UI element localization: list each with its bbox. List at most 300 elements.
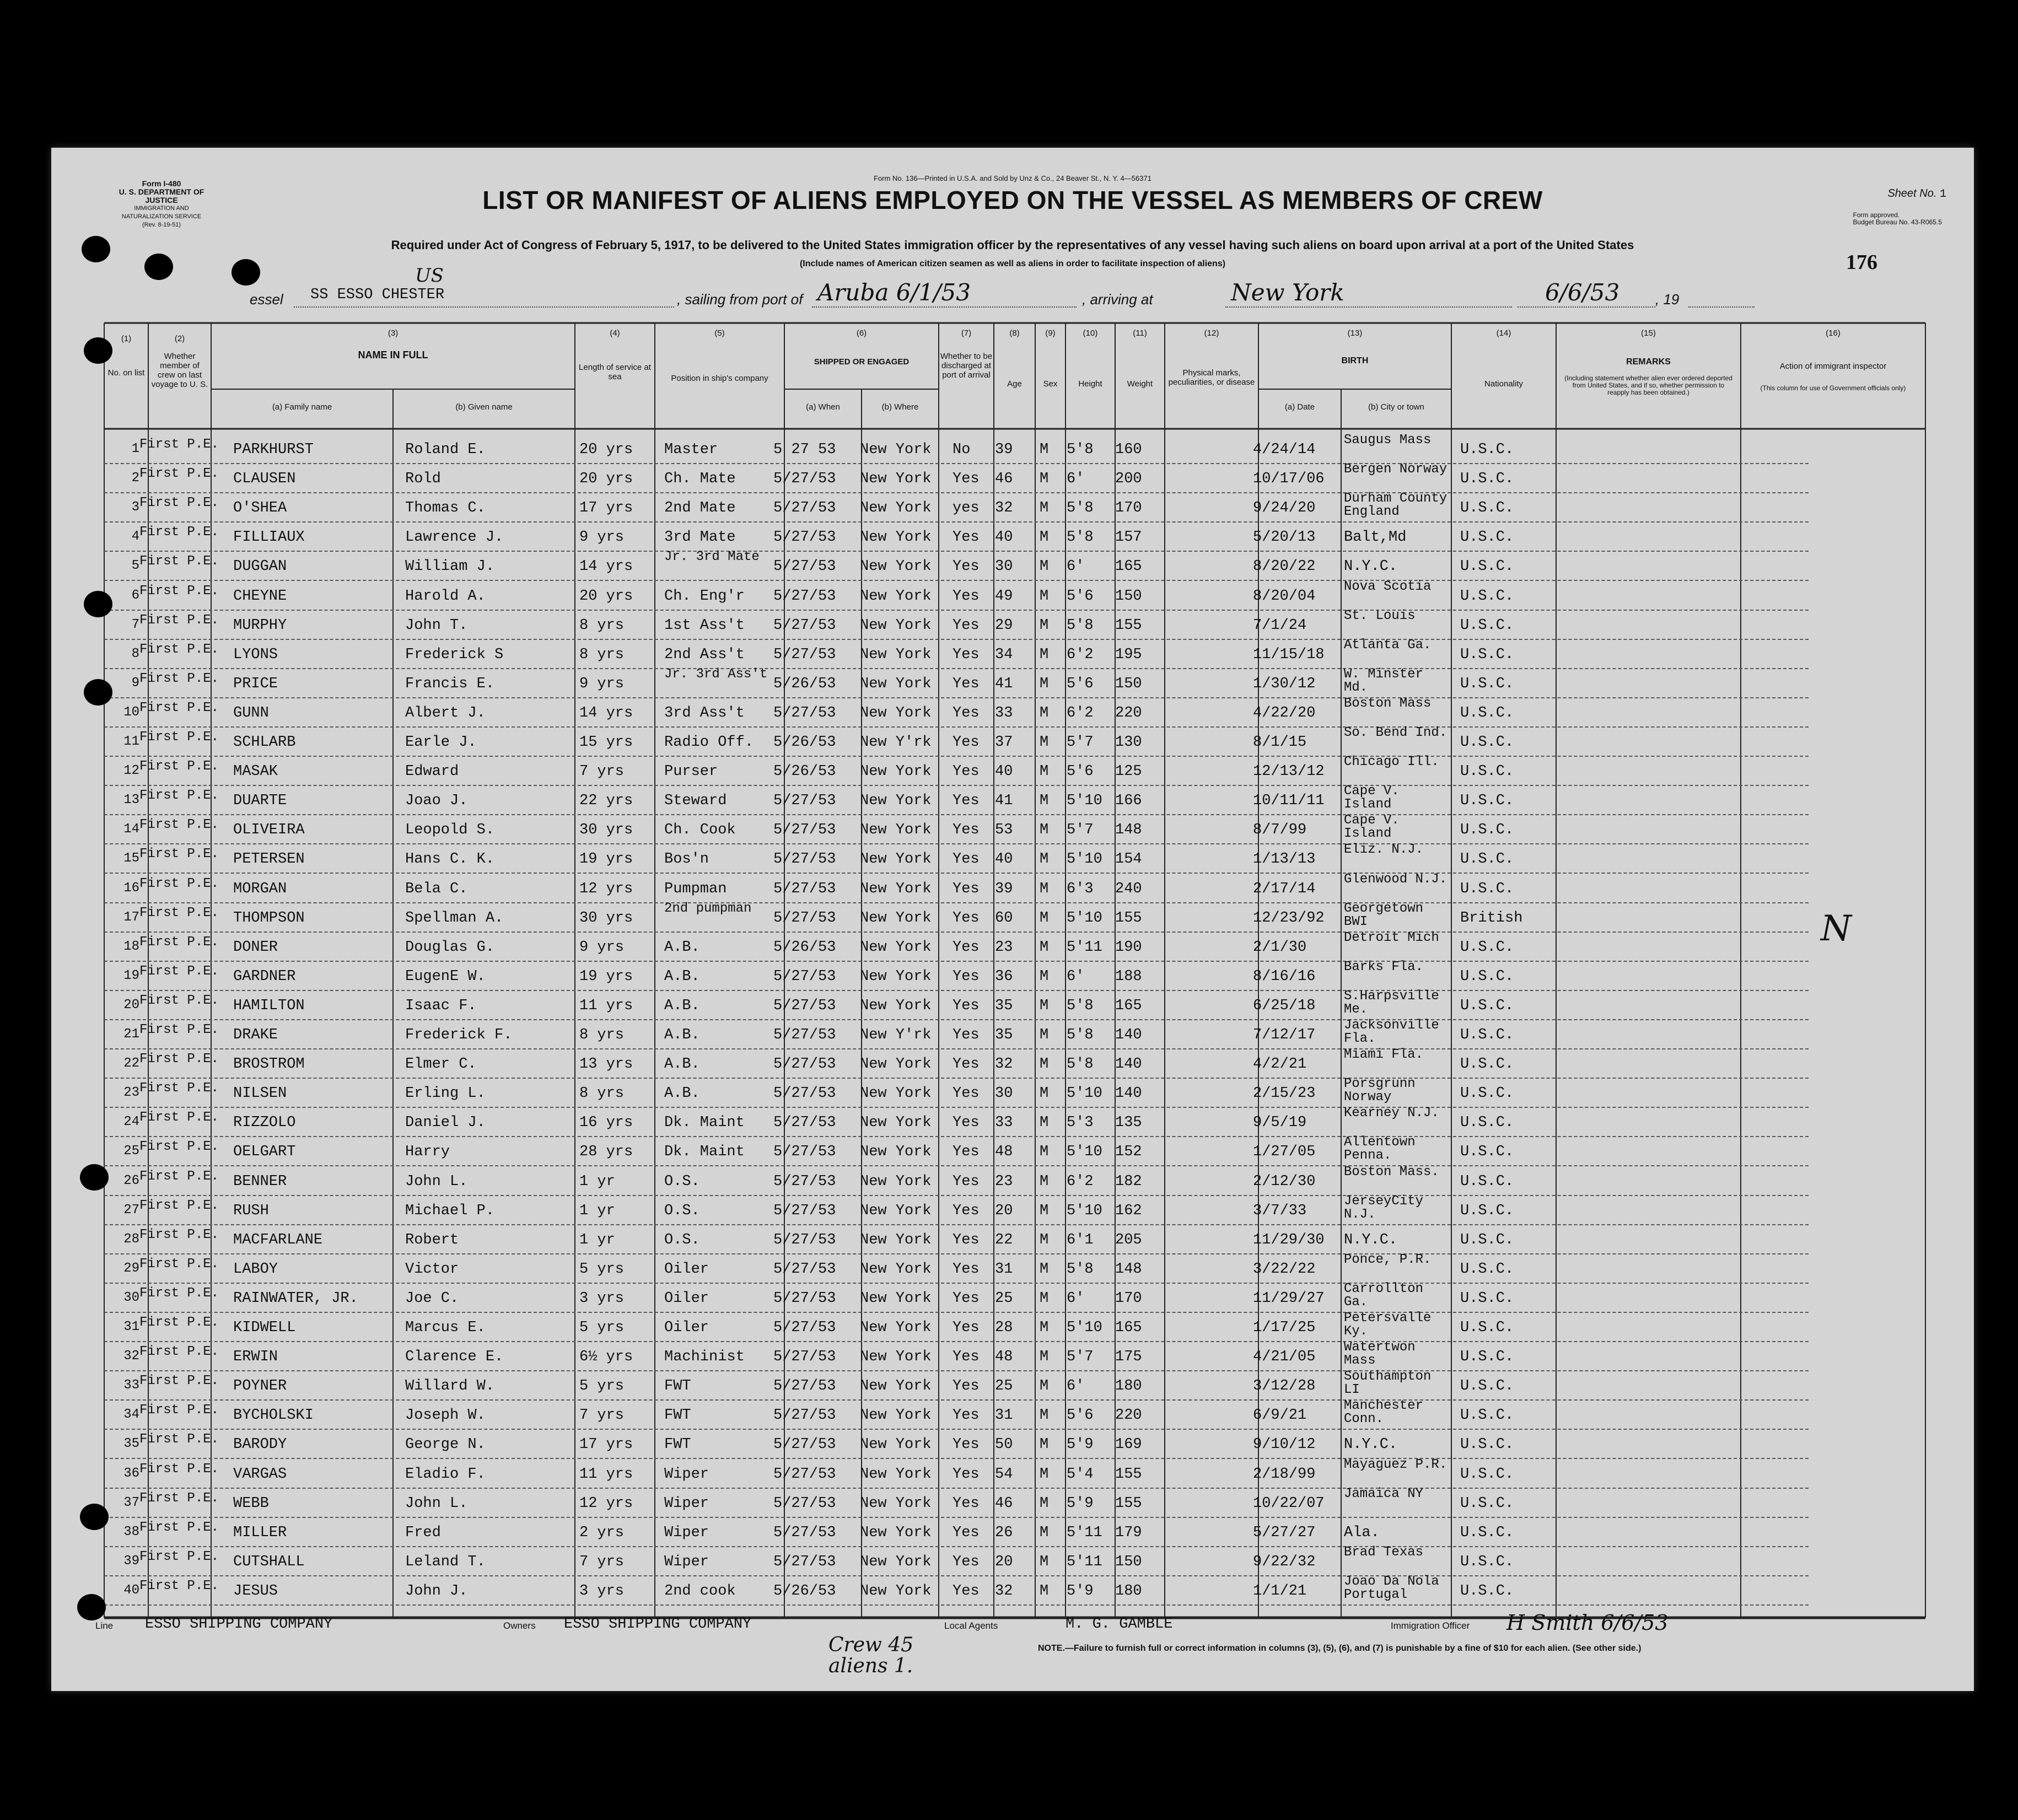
- punch-hole: [232, 259, 260, 286]
- crew-height: 5'10: [1067, 1320, 1102, 1336]
- crew-weight: 180: [1115, 1582, 1142, 1600]
- crew-service-length: 11 yrs: [579, 1466, 633, 1483]
- crew-birth-city: Glenwood N.J.: [1344, 871, 1447, 887]
- crew-position: 2nd pumpman: [664, 901, 752, 916]
- crew-given-name: Leland T.: [405, 1553, 486, 1570]
- crew-position: Purser: [664, 763, 718, 780]
- crew-birth-city: Ponce, P.R.: [1344, 1252, 1432, 1267]
- crew-position: A.B.: [664, 1056, 700, 1073]
- crew-family-name: ERWIN: [233, 1349, 278, 1366]
- crew-discharged: Yes: [953, 1378, 980, 1395]
- crew-birth-date: 5/20/13: [1253, 529, 1316, 546]
- crew-row: [51, 666, 1974, 701]
- crew-weight: 188: [1115, 968, 1142, 985]
- crew-given-name: Daniel J.: [405, 1114, 486, 1132]
- crew-discharged: No: [953, 441, 971, 458]
- row-separator: [104, 1224, 1809, 1225]
- crew-previous-voyage: First P.E.: [139, 759, 219, 774]
- crew-given-name: Joao J.: [405, 793, 468, 810]
- stamp-number: 176: [1846, 251, 1877, 274]
- approval-line-1: Form approved.: [1853, 211, 1900, 219]
- crew-birth-city: Petersvalle Ky.: [1344, 1311, 1432, 1339]
- crew-previous-voyage: First P.E.: [139, 1227, 219, 1242]
- crew-family-name: RIZZOLO: [233, 1114, 296, 1132]
- crew-shipped-when: 5/27/53: [773, 646, 836, 663]
- crew-sex: M: [1040, 1144, 1049, 1161]
- crew-service-length: 20 yrs: [579, 588, 633, 605]
- crew-weight: 157: [1115, 529, 1142, 546]
- crew-given-name: Thomas C.: [405, 500, 486, 517]
- crew-age: 20: [995, 1202, 1013, 1219]
- crew-discharged: Yes: [953, 1436, 980, 1453]
- crew-family-name: MASAK: [233, 763, 278, 780]
- crew-nationality: U.S.C.: [1460, 1114, 1514, 1132]
- crew-birth-date: 10/17/06: [1253, 471, 1325, 488]
- crew-height: 5'7: [1067, 734, 1094, 751]
- crew-shipped-when: 5/27/53: [773, 997, 836, 1014]
- crew-age: 30: [995, 558, 1013, 575]
- crew-service-length: 2 yrs: [579, 1524, 625, 1541]
- row-separator: [104, 726, 1809, 728]
- crew-birth-city: Mayaguez P.R.: [1344, 1457, 1447, 1472]
- crew-height: 6'2: [1067, 1173, 1094, 1190]
- crew-shipped-when: 5/27/53: [773, 1144, 836, 1161]
- crew-age: 49: [995, 588, 1013, 605]
- crew-birth-city: Atlanta Ga.: [1344, 637, 1432, 653]
- crew-discharged: Yes: [953, 617, 980, 634]
- crew-shipped-where: New York: [860, 529, 932, 546]
- crew-age: 41: [995, 675, 1013, 692]
- crew-previous-voyage: First P.E.: [139, 1256, 219, 1272]
- crew-family-name: GARDNER: [233, 968, 296, 985]
- sailing-label: , sailing from port of: [677, 291, 803, 308]
- crew-age: 32: [995, 1056, 1013, 1073]
- crew-shipped-where: New York: [860, 939, 932, 956]
- row-separator: [104, 639, 1809, 640]
- header-remarks: REMARKS: [1626, 357, 1671, 367]
- crew-shipped-where: New York: [860, 1495, 932, 1512]
- crew-position: A.B.: [664, 1027, 700, 1043]
- crew-height: 5'3: [1067, 1114, 1094, 1132]
- crew-row: [51, 462, 1974, 496]
- crew-age: 37: [995, 734, 1013, 751]
- crew-discharged: Yes: [953, 1114, 980, 1132]
- header-where: (b) Where: [881, 402, 919, 412]
- crew-shipped-when: 5/27/53: [773, 1114, 836, 1132]
- col-3-number: (3): [388, 329, 399, 338]
- crew-discharged: Yes: [953, 1290, 980, 1307]
- crew-weight: 205: [1115, 1231, 1142, 1248]
- col-11-number: (11): [1133, 329, 1147, 338]
- crew-number: 6: [131, 588, 139, 603]
- row-separator: [104, 814, 1809, 815]
- crew-birth-date: 1/17/25: [1253, 1320, 1316, 1336]
- crew-nationality: U.S.C.: [1460, 734, 1514, 751]
- crew-sex: M: [1040, 704, 1049, 721]
- crew-height: 5'10: [1067, 909, 1102, 927]
- crew-birth-city: Manchester Conn.: [1344, 1398, 1424, 1427]
- crew-service-length: 17 yrs: [579, 1436, 633, 1453]
- crew-family-name: SCHLARB: [233, 734, 296, 751]
- crew-shipped-where: New York: [860, 471, 932, 488]
- crew-shipped-when: 5/26/53: [773, 763, 836, 780]
- crew-previous-voyage: First P.E.: [139, 1520, 219, 1535]
- crew-number: 5: [131, 558, 139, 574]
- crew-service-length: 3 yrs: [579, 1290, 625, 1307]
- footer-note: NOTE.—Failure to furnish full or correct information in columns (3), (5), (6), and (7) is punishable by a fine of $10 for each alien. (See other side.): [1038, 1644, 1642, 1653]
- crew-row: [51, 1432, 1974, 1461]
- crew-nationality: U.S.C.: [1460, 704, 1514, 721]
- crew-previous-voyage: First P.E.: [139, 642, 219, 657]
- row-separator: [104, 1165, 1809, 1166]
- crew-height: 5'6: [1067, 1407, 1094, 1424]
- crew-nationality: U.S.C.: [1460, 675, 1514, 692]
- crew-height: 6': [1067, 1290, 1085, 1307]
- crew-birth-date: 4/22/20: [1253, 704, 1316, 721]
- header-whether-member: Whether member of crew on last voyage to U. S.: [151, 352, 208, 389]
- crew-service-length: 12 yrs: [579, 880, 633, 897]
- crew-position: Wiper: [664, 1524, 709, 1541]
- crew-age: 46: [995, 1495, 1013, 1512]
- crew-height: 5'8: [1067, 1261, 1094, 1278]
- crew-family-name: MURPHY: [233, 617, 287, 634]
- crew-sex: M: [1040, 997, 1049, 1014]
- crew-row: [51, 1457, 1974, 1491]
- crew-shipped-where: New York: [860, 1085, 932, 1102]
- col-10-number: (10): [1083, 329, 1098, 338]
- sailing-port: Aruba 6/1/53: [817, 279, 971, 306]
- crew-number: 18: [123, 939, 139, 954]
- col-8-number: (8): [1009, 329, 1020, 338]
- crew-previous-voyage: First P.E.: [139, 1374, 219, 1389]
- officer-value: H Smith 6/6/53: [1506, 1611, 1669, 1635]
- crew-previous-voyage: First P.E.: [139, 466, 219, 482]
- crew-given-name: John T.: [405, 617, 468, 634]
- crew-nationality: U.S.C.: [1460, 997, 1514, 1014]
- crew-weight: 190: [1115, 939, 1142, 956]
- crew-given-name: Joseph W.: [405, 1407, 486, 1424]
- crew-family-name: DUARTE: [233, 793, 287, 810]
- crew-height: 6': [1067, 1378, 1085, 1395]
- crew-previous-voyage: First P.E.: [139, 934, 219, 950]
- crew-age: 60: [995, 909, 1013, 927]
- crew-height: 6'1: [1067, 1231, 1094, 1248]
- crew-height: 5'6: [1067, 763, 1094, 780]
- crew-position: Ch. Eng'r: [664, 588, 745, 605]
- crew-sex: M: [1040, 1290, 1049, 1307]
- row-separator: [104, 931, 1809, 933]
- crew-discharged: Yes: [953, 1231, 980, 1248]
- crew-weight: 220: [1115, 1407, 1142, 1424]
- crew-shipped-when: 5/27/53: [773, 880, 836, 897]
- col-1-number: (1): [121, 334, 132, 343]
- crew-row: [51, 1106, 1974, 1139]
- row-separator: [104, 1048, 1809, 1049]
- crew-family-name: DUGGAN: [233, 558, 287, 575]
- crew-age: 23: [995, 1173, 1013, 1190]
- crew-number: 34: [123, 1407, 139, 1423]
- crew-height: 5'8: [1067, 500, 1094, 517]
- punch-hole: [84, 337, 112, 364]
- row-separator: [104, 610, 1809, 611]
- crew-shipped-when: 5/27/53: [773, 1407, 836, 1424]
- crew-shipped-where: New York: [860, 1320, 932, 1336]
- crew-family-name: RAINWATER, JR.: [233, 1290, 358, 1307]
- crew-service-length: 1 yr: [579, 1202, 615, 1219]
- service-name: IMMIGRATION AND NATURALIZATION SERVICE: [121, 205, 202, 220]
- col-9-number: (9): [1045, 329, 1056, 338]
- row-separator: [104, 785, 1809, 786]
- crew-birth-date: 8/16/16: [1253, 968, 1316, 985]
- crew-sex: M: [1040, 1378, 1049, 1395]
- crew-age: 40: [995, 851, 1013, 868]
- crew-previous-voyage: First P.E.: [139, 905, 219, 920]
- crew-nationality: U.S.C.: [1460, 763, 1514, 780]
- crew-height: 5'10: [1067, 793, 1102, 810]
- crew-weight: 155: [1115, 1466, 1142, 1483]
- crew-sex: M: [1040, 1173, 1049, 1190]
- crew-position: 2nd Ass't: [664, 646, 745, 663]
- arriving-port: New York: [1231, 279, 1344, 306]
- crew-shipped-where: New York: [860, 1261, 932, 1278]
- crew-row: [51, 491, 1974, 525]
- crew-row: [51, 813, 1974, 847]
- row-separator: [104, 1517, 1809, 1518]
- crew-sex: M: [1040, 1231, 1049, 1248]
- crew-birth-city: Balt,Md: [1344, 529, 1407, 546]
- crew-birth-city: JerseyCity N.J.: [1344, 1193, 1424, 1222]
- crew-height: 5'8: [1067, 617, 1094, 634]
- crew-nationality: U.S.C.: [1460, 1553, 1514, 1570]
- crew-sex: M: [1040, 1085, 1049, 1102]
- crew-birth-date: 1/27/05: [1253, 1144, 1316, 1161]
- crew-number: 29: [123, 1261, 139, 1276]
- crew-birth-city: St. Louis: [1344, 608, 1416, 623]
- crew-birth-date: 2/1/30: [1253, 939, 1307, 956]
- crew-number: 26: [123, 1173, 139, 1188]
- crew-sex: M: [1040, 1582, 1049, 1600]
- crew-position: A.B.: [664, 968, 700, 985]
- crew-given-name: Spellman A.: [405, 909, 504, 927]
- crew-previous-voyage: First P.E.: [139, 1549, 219, 1564]
- crew-family-name: RUSH: [233, 1202, 269, 1219]
- crew-previous-voyage: First P.E.: [139, 525, 219, 540]
- crew-birth-city: W. Minster Md.: [1344, 666, 1424, 695]
- crew-discharged: Yes: [953, 1173, 980, 1190]
- crew-sex: M: [1040, 500, 1049, 517]
- crew-shipped-where: New York: [860, 500, 932, 517]
- crew-nationality: U.S.C.: [1460, 500, 1514, 517]
- crew-given-name: Harold A.: [405, 588, 486, 605]
- crew-number: 11: [123, 734, 139, 749]
- crew-birth-date: 9/10/12: [1253, 1436, 1316, 1453]
- crew-service-length: 15 yrs: [579, 734, 633, 751]
- crew-position: Steward: [664, 793, 727, 810]
- crew-age: 32: [995, 500, 1013, 517]
- crew-birth-date: 2/15/23: [1253, 1085, 1316, 1102]
- crew-row: [51, 959, 1974, 993]
- crew-given-name: Fred: [405, 1524, 441, 1541]
- crew-sex: M: [1040, 1436, 1049, 1453]
- crew-family-name: POYNER: [233, 1378, 287, 1395]
- crew-age: 26: [995, 1524, 1013, 1541]
- crew-position: 3rd Mate: [664, 529, 736, 546]
- crew-given-name: Leopold S.: [405, 822, 495, 839]
- crew-shipped-when: 5/27/53: [773, 529, 836, 546]
- crew-count-line-2: aliens 1.: [828, 1655, 913, 1677]
- document-title: LIST OR MANIFEST OF ALIENS EMPLOYED ON THE VESSEL AS MEMBERS OF CREW: [482, 186, 1543, 214]
- crew-given-name: John J.: [405, 1582, 468, 1600]
- header-physical: Physical marks, peculiarities, or disease: [1168, 368, 1255, 387]
- crew-shipped-when: 5/27/53: [773, 1349, 836, 1366]
- row-separator: [104, 668, 1809, 669]
- crew-service-length: 9 yrs: [579, 675, 625, 692]
- crew-age: 35: [995, 997, 1013, 1014]
- crew-shipped-when: 5/27/53: [773, 909, 836, 927]
- crew-nationality: U.S.C.: [1460, 880, 1514, 897]
- crew-previous-voyage: First P.E.: [139, 583, 219, 599]
- crew-weight: 162: [1115, 1202, 1142, 1219]
- crew-shipped-where: New York: [860, 1173, 932, 1190]
- crew-age: 25: [995, 1378, 1013, 1395]
- crew-discharged: Yes: [953, 558, 980, 575]
- crew-nationality: U.S.C.: [1460, 1349, 1514, 1366]
- crew-age: 48: [995, 1349, 1013, 1366]
- crew-number: 15: [123, 851, 139, 866]
- crew-row: [51, 637, 1974, 671]
- crew-given-name: Marcus E.: [405, 1320, 486, 1336]
- crew-shipped-where: New York: [860, 1056, 932, 1073]
- crew-row: [51, 1227, 1974, 1257]
- crew-birth-date: 5/27/27: [1253, 1524, 1316, 1541]
- crew-number: 32: [123, 1349, 139, 1364]
- crew-discharged: Yes: [953, 851, 980, 868]
- crew-service-length: 13 yrs: [579, 1056, 633, 1073]
- crew-shipped-when: 5/27/53: [773, 1378, 836, 1395]
- crew-service-length: 17 yrs: [579, 500, 633, 517]
- crew-previous-voyage: First P.E.: [139, 437, 219, 452]
- crew-shipped-where: New York: [860, 851, 932, 868]
- crew-service-length: 14 yrs: [579, 558, 633, 575]
- crew-shipped-where: New York: [860, 1290, 932, 1307]
- crew-previous-voyage: First P.E.: [139, 1403, 219, 1418]
- col-12-number: (12): [1204, 329, 1219, 338]
- crew-number: 24: [123, 1114, 139, 1130]
- crew-shipped-where: New York: [860, 675, 932, 692]
- crew-position: Machinist: [664, 1349, 745, 1366]
- include-statement: (Include names of American citizen seamen as well as aliens in order to facilitate inspection of aliens): [799, 259, 1226, 268]
- crew-number: 33: [123, 1378, 139, 1393]
- col-7-number: (7): [961, 329, 972, 338]
- header-height: Height: [1078, 379, 1102, 389]
- crew-birth-date: 4/21/05: [1253, 1349, 1316, 1366]
- crew-position: Wiper: [664, 1495, 709, 1512]
- crew-shipped-where: New Y'rk: [860, 1027, 932, 1043]
- crew-service-length: 20 yrs: [579, 471, 633, 488]
- col-2-number: (2): [174, 334, 185, 343]
- crew-birth-date: 12/23/92: [1253, 909, 1325, 927]
- header-no-on-list: No. on list: [107, 368, 145, 378]
- crew-previous-voyage: First P.E.: [139, 788, 219, 804]
- col-4-number: (4): [610, 329, 620, 338]
- row-separator: [104, 1136, 1809, 1137]
- crew-service-length: 7 yrs: [579, 1407, 625, 1424]
- crew-weight: 175: [1115, 1349, 1142, 1366]
- crew-birth-date: 11/29/27: [1253, 1290, 1325, 1307]
- crew-birth-city: Barks Fla.: [1344, 959, 1424, 974]
- crew-age: 41: [995, 793, 1013, 810]
- crew-shipped-where: New York: [860, 1466, 932, 1483]
- crew-birth-city: S.Harpsville Me.: [1344, 988, 1439, 1017]
- crew-previous-voyage: First P.E.: [139, 700, 219, 715]
- crew-birth-city: Cape V. Island: [1344, 784, 1400, 812]
- crew-birth-date: 3/12/28: [1253, 1378, 1316, 1395]
- crew-position: Ch. Mate: [664, 471, 736, 488]
- owners-value: ESSO SHIPPING COMPANY: [564, 1616, 752, 1633]
- crew-previous-voyage: First P.E.: [139, 1198, 219, 1213]
- crew-given-name: Erling L.: [405, 1085, 486, 1102]
- crew-position: 2nd cook: [664, 1582, 736, 1600]
- crew-given-name: George N.: [405, 1436, 486, 1453]
- crew-discharged: Yes: [953, 997, 980, 1014]
- crew-row: [51, 842, 1974, 876]
- crew-discharged: Yes: [953, 1466, 980, 1483]
- crew-birth-city: Southampton LI: [1344, 1369, 1432, 1398]
- crew-weight: 148: [1115, 1261, 1142, 1278]
- crew-shipped-where: New York: [860, 1231, 932, 1248]
- crew-row: [51, 1193, 1974, 1227]
- crew-birth-date: 3/22/22: [1253, 1261, 1316, 1278]
- crew-height: 5'11: [1067, 1553, 1102, 1570]
- crew-shipped-when: 5/26/53: [773, 734, 836, 751]
- crew-family-name: CLAUSEN: [233, 471, 296, 488]
- crew-given-name: Clarence E.: [405, 1349, 504, 1366]
- crew-shipped-when: 5/27/53: [773, 1290, 836, 1307]
- row-separator: [104, 1253, 1809, 1254]
- crew-given-name: Elmer C.: [405, 1056, 477, 1073]
- crew-nationality: U.S.C.: [1460, 1407, 1514, 1424]
- crew-number: 16: [123, 880, 139, 896]
- crew-birth-date: 1/30/12: [1253, 675, 1316, 692]
- crew-weight: 169: [1115, 1436, 1142, 1453]
- crew-age: 54: [995, 1466, 1013, 1483]
- crew-sex: M: [1040, 1466, 1049, 1483]
- crew-discharged: Yes: [953, 529, 980, 546]
- crew-row: [51, 1520, 1974, 1549]
- crew-position: Wiper: [664, 1553, 709, 1570]
- crew-height: 5'8: [1067, 1056, 1094, 1073]
- crew-number: 17: [123, 909, 139, 925]
- crew-birth-date: 2/17/14: [1253, 880, 1316, 897]
- owners-label: Owners: [503, 1620, 536, 1631]
- crew-age: 48: [995, 1144, 1013, 1161]
- crew-position: Jr. 3rd Ass't: [664, 666, 768, 682]
- punch-hole: [84, 679, 112, 706]
- crew-previous-voyage: First P.E.: [139, 1344, 219, 1360]
- crew-number: 31: [123, 1320, 139, 1334]
- crew-height: 6': [1067, 471, 1085, 488]
- crew-birth-city: Georgetown BWI: [1344, 901, 1424, 929]
- crew-weight: 180: [1115, 1378, 1142, 1395]
- crew-shipped-when: 5/27/53: [773, 822, 836, 839]
- crew-shipped-where: New York: [860, 558, 932, 575]
- crew-birth-date: 9/24/20: [1253, 500, 1316, 517]
- crew-family-name: CUTSHALL: [233, 1553, 305, 1570]
- crew-number: 13: [123, 793, 139, 808]
- crew-shipped-where: New York: [860, 617, 932, 634]
- crew-sex: M: [1040, 588, 1049, 605]
- crew-family-name: OLIVEIRA: [233, 822, 305, 839]
